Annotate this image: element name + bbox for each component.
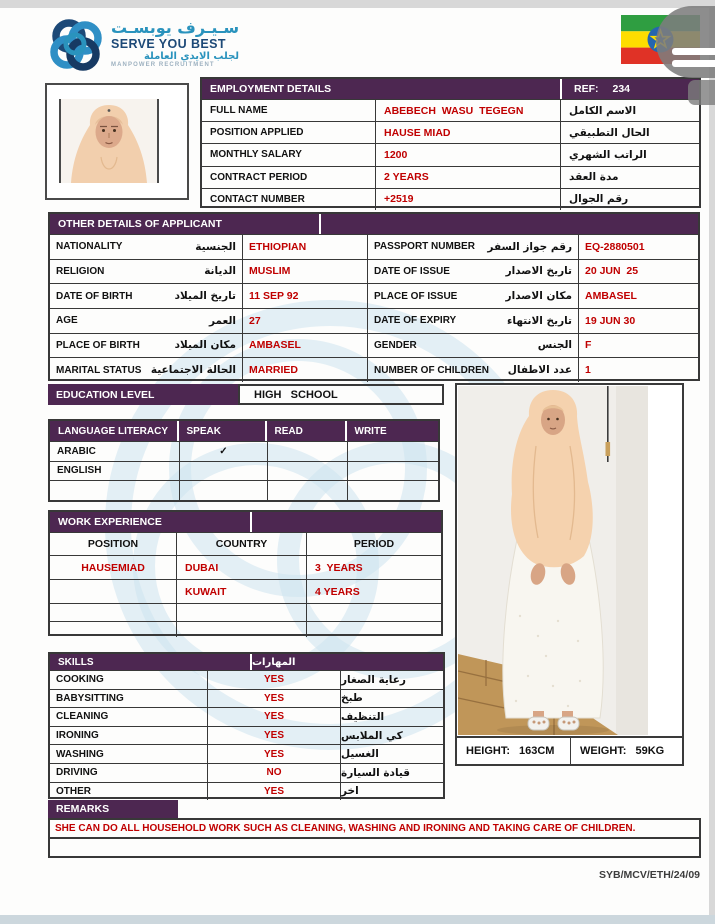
skills-header: [50, 654, 443, 670]
skill-value: YES: [207, 727, 340, 745]
table-row: [368, 234, 698, 259]
other-details-right-column: [367, 234, 698, 382]
height-cell: [457, 738, 570, 764]
column-header: LANGUAGE LITERACY: [50, 421, 177, 441]
full-length-photo-frame: [455, 383, 684, 766]
field-label-arabic: الحال التطبيقي: [569, 126, 650, 139]
field-label-arabic: الديانة: [204, 265, 236, 278]
header-filler: [252, 512, 441, 532]
table-row: [50, 461, 438, 481]
table-row: [50, 726, 443, 745]
skill-value: YES: [207, 690, 340, 708]
field-value: 27: [242, 309, 367, 333]
table-row: [50, 763, 443, 782]
write-cell: [347, 462, 438, 481]
table-row: [368, 283, 698, 308]
table-row: [50, 441, 438, 461]
skill-label-arabic: الغسيل: [340, 745, 443, 763]
table-row: [50, 579, 441, 603]
other-details-header: [50, 214, 698, 234]
remarks-text: SHE CAN DO ALL HOUSEHOLD WORK SUCH AS CLEANING, WASHING AND IRONING AND TAKING CARE OF CHILDREN.: [48, 818, 701, 839]
field-value: 11 SEP 92: [242, 284, 367, 308]
skill-label-arabic: كي الملابس: [340, 727, 443, 745]
table-row: [368, 308, 698, 333]
language-name: [50, 481, 179, 500]
field-value: AMBASEL: [578, 284, 698, 308]
position-value: [50, 580, 176, 603]
ref-label: REF:: [574, 83, 599, 95]
table-row: [202, 99, 699, 121]
write-cell: [347, 442, 438, 461]
field-label-arabic: الاسم الكامل: [569, 104, 637, 117]
field-label: GENDER: [374, 339, 417, 351]
field-label: NUMBER OF CHILDREN: [374, 364, 489, 376]
field-value: MUSLIM: [242, 260, 367, 284]
field-value: 1200: [375, 144, 561, 165]
table-row: [50, 234, 367, 259]
field-label: DATE OF EXPIRY: [374, 315, 457, 327]
field-label: NATIONALITY: [56, 241, 123, 253]
field-label-arabic: رقم الجوال: [569, 193, 629, 206]
period-value: [306, 604, 441, 621]
field-value: 2 YEARS: [375, 167, 561, 188]
country-value: DUBAI: [176, 556, 306, 579]
table-row: [368, 259, 698, 284]
photo-edge-top: [0, 0, 715, 8]
period-value: 4 YEARS: [306, 580, 441, 603]
field-value: EQ-2880501: [578, 235, 698, 259]
logo-english-tagline: MANPOWER RECRUITMENT: [111, 62, 215, 69]
ref-cell: [562, 79, 699, 99]
field-label: PASSPORT NUMBER: [374, 241, 475, 253]
field-label-arabic: مكان الاصدار: [505, 290, 572, 303]
skill-value: YES: [207, 783, 340, 801]
skill-label: OTHER: [56, 785, 91, 797]
position-value: [50, 604, 176, 621]
field-label-arabic: العمر: [208, 314, 236, 327]
column-header: READ: [267, 421, 346, 441]
skill-label-arabic: اخر: [340, 783, 443, 801]
column-header: COUNTRY: [176, 533, 306, 555]
country-value: [176, 622, 306, 637]
table-row: [50, 707, 443, 726]
field-label: MARITAL STATUS: [56, 364, 142, 376]
read-cell: [267, 462, 347, 481]
field-label-arabic: تاريخ الاصدار: [505, 265, 572, 278]
overlay-menu-handle[interactable]: [688, 80, 715, 105]
skill-value: YES: [207, 671, 340, 689]
weight-cell: [570, 738, 682, 764]
header-filler: [321, 214, 698, 234]
period-value: [306, 622, 441, 637]
skills-table: [48, 652, 445, 799]
section-title: EDUCATION LEVEL: [48, 384, 238, 405]
field-label: RELIGION: [56, 265, 105, 277]
skill-label: CLEANING: [56, 711, 109, 723]
table-row: [50, 259, 367, 284]
skill-label-arabic: رعاية الصغار: [340, 671, 443, 689]
table-row: [50, 357, 367, 382]
field-label-arabic: تاريخ الميلاد: [174, 290, 236, 303]
field-label: PLACE OF BIRTH: [56, 339, 140, 351]
field-label-arabic: الجنس: [537, 339, 572, 352]
read-cell: [267, 442, 347, 461]
column-header: WRITE: [347, 421, 439, 441]
field-value: AMBASEL: [242, 334, 367, 358]
table-row: [50, 689, 443, 708]
employment-header: [202, 79, 699, 99]
read-cell: [267, 481, 347, 500]
table-row: [50, 308, 367, 333]
field-label-arabic: عدد الاطفال: [507, 364, 572, 377]
table-row: [202, 188, 699, 210]
period-value: 3 YEARS: [306, 556, 441, 579]
applicant-full-length-photo: [458, 386, 648, 735]
weight-value: 59KG: [635, 745, 665, 757]
skill-label-arabic: التنظيف: [340, 708, 443, 726]
field-label: PLACE OF ISSUE: [374, 290, 458, 302]
employment-details-table: [200, 77, 701, 208]
table-row: [50, 333, 367, 358]
skill-value: YES: [207, 745, 340, 763]
remarks-title: REMARKS: [48, 800, 178, 818]
language-name: ARABIC: [57, 445, 96, 457]
speak-checkmark: ✓: [179, 442, 267, 461]
position-value: HAUSEMIAD: [81, 561, 145, 574]
section-title-arabic: المهارات: [252, 654, 443, 670]
speak-cell: [179, 481, 267, 500]
field-value: ABEBECH WASU TEGEGN: [375, 100, 561, 121]
agency-logo: [44, 13, 239, 75]
field-label-arabic: الراتب الشهري: [569, 148, 647, 161]
field-label-arabic: تاريخ الانتهاء: [507, 314, 572, 327]
section-title: SKILLS: [50, 654, 250, 670]
table-row: [50, 283, 367, 308]
skill-value: YES: [207, 708, 340, 726]
education-value: HIGH SCHOOL: [238, 384, 444, 405]
speak-cell: [179, 462, 267, 481]
table-row: [202, 166, 699, 188]
table-row: [50, 603, 441, 621]
field-label-arabic: مكان الميلاد: [174, 339, 236, 352]
language-header: [50, 421, 438, 441]
logo-arabic-tagline: لجلب الايدي العاملة: [143, 51, 240, 62]
field-label: AGE: [56, 315, 78, 327]
field-value: HAUSE MIAD: [375, 122, 561, 143]
language-name: ENGLISH: [57, 465, 102, 477]
field-value: 19 JUN 30: [578, 309, 698, 333]
weight-label: WEIGHT:: [580, 745, 627, 757]
table-row: [50, 480, 438, 500]
skill-label: DRIVING: [56, 767, 98, 779]
other-details-left-column: [50, 234, 367, 382]
ref-value: 234: [612, 83, 631, 95]
document-code: SYB/MCV/ETH/24/09: [599, 869, 700, 881]
passport-photo-frame: [45, 83, 189, 200]
field-label: DATE OF BIRTH: [56, 290, 133, 302]
country-value: KUWAIT: [176, 580, 306, 603]
field-label: MONTHLY SALARY: [210, 149, 302, 161]
field-label: FULL NAME: [210, 105, 268, 117]
write-cell: [347, 481, 438, 500]
column-header: SPEAK: [179, 421, 266, 441]
skill-label: IRONING: [56, 730, 99, 742]
field-value: +2519: [375, 189, 561, 210]
table-row: [368, 357, 698, 382]
height-value: 163CM: [519, 745, 555, 757]
field-label: DATE OF ISSUE: [374, 265, 450, 277]
field-value: F: [578, 334, 698, 358]
section-title: WORK EXPERIENCE: [50, 512, 250, 532]
field-label: CONTACT NUMBER: [210, 193, 305, 205]
field-label: POSITION APPLIED: [210, 127, 304, 139]
education-level-bar: [48, 384, 444, 405]
language-literacy-table: [48, 419, 440, 502]
skill-value: NO: [207, 764, 340, 782]
logo-english-name: SERVE YOU BEST: [111, 37, 226, 51]
table-row: [202, 143, 699, 165]
other-details-table: [48, 212, 700, 381]
field-value: 1: [578, 358, 698, 382]
applicant-headshot-photo: [59, 99, 159, 183]
position-value: [50, 622, 176, 637]
height-weight-row: [457, 736, 682, 764]
photo-edge-bottom: [0, 915, 715, 924]
column-header-row: [50, 532, 441, 555]
knot-rings-icon: [44, 13, 106, 75]
country-value: [176, 604, 306, 621]
section-title: EMPLOYMENT DETAILS: [202, 79, 560, 99]
column-header: PERIOD: [306, 533, 441, 555]
field-label-arabic: رقم جواز السفر: [487, 240, 572, 253]
remarks-empty-row: [48, 839, 701, 858]
logo-arabic-name: سـيـرف يوبسـت: [111, 18, 240, 38]
menu-icon: [672, 48, 715, 55]
field-label-arabic: الجنسية: [195, 240, 236, 253]
field-value: MARRIED: [242, 358, 367, 382]
work-experience-table: [48, 510, 443, 636]
field-label: CONTRACT PERIOD: [210, 171, 308, 183]
table-row: [368, 333, 698, 358]
skill-label: WASHING: [56, 748, 104, 760]
height-label: HEIGHT:: [466, 745, 510, 757]
field-label-arabic: مدة العقد: [569, 171, 619, 184]
column-header: POSITION: [87, 538, 139, 550]
photo-edge-right: [709, 0, 715, 916]
section-title: OTHER DETAILS OF APPLICANT: [50, 214, 319, 234]
skill-label-arabic: قيادة السيارة: [340, 764, 443, 782]
menu-icon: [672, 60, 715, 67]
work-experience-header: [50, 512, 441, 532]
table-row: [50, 621, 441, 637]
field-value: ETHIOPIAN: [242, 235, 367, 259]
field-value: 20 JUN 25: [578, 260, 698, 284]
table-row: [50, 782, 443, 801]
table-row: [50, 555, 441, 579]
skill-label: COOKING: [56, 674, 104, 686]
skill-label-arabic: طبخ: [340, 690, 443, 708]
field-label-arabic: الحالة الاجتماعية: [150, 364, 236, 377]
skill-label: BABYSITTING: [56, 692, 124, 704]
table-row: [50, 670, 443, 689]
table-row: [202, 121, 699, 143]
table-row: [50, 744, 443, 763]
